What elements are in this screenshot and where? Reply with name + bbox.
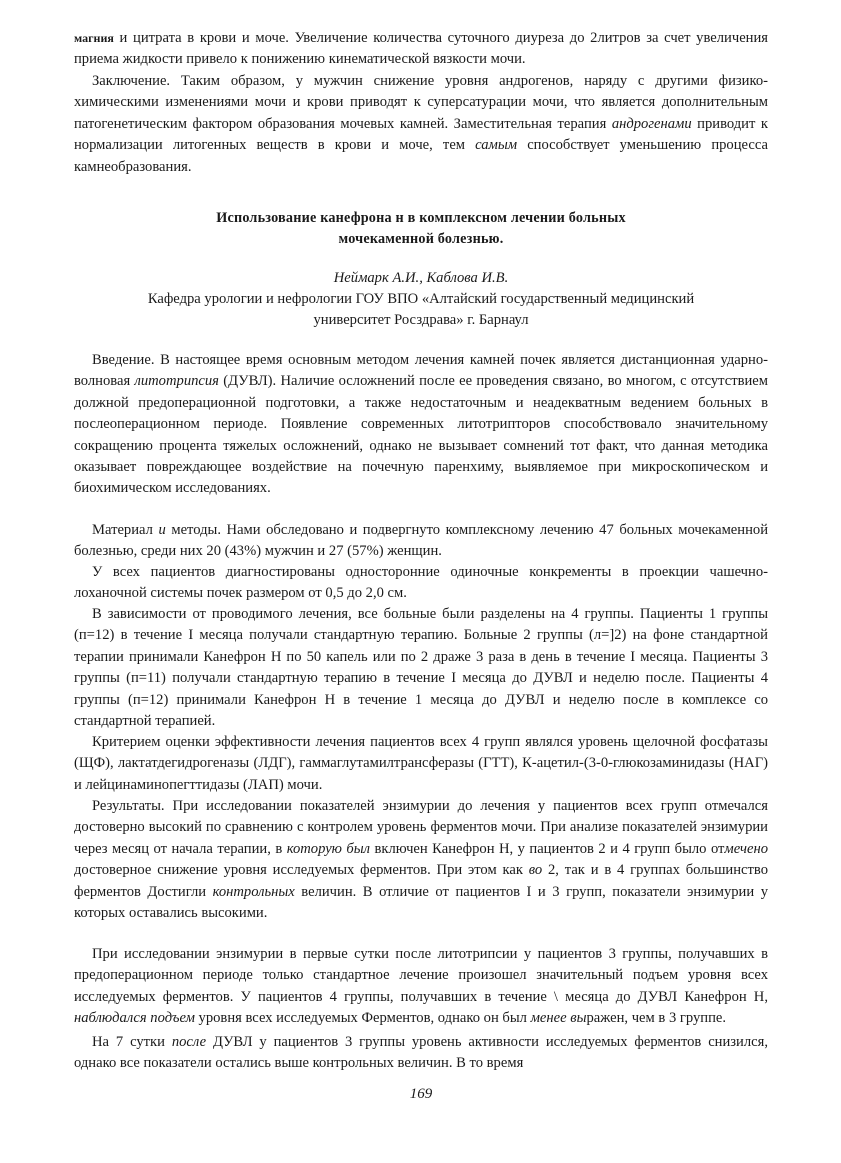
article-authors: Неймарк А.И., Каблова И.В.: [333, 270, 509, 286]
criteria-paragraph: Критерием оценки эффективности лечения пациентов всех 4 групп являлся уровень щелочной фосфатазы (ЩФ), лактатдегидрогеназы (ЛДГ), гаммаглутамилтрансферазы (ГТТ), К-ацетил-(3-0-глюкозаминидазы (НАГ) и лейцинаминопегттидазы (ЛАП) мочи.: [74, 734, 768, 793]
day7-paragraph: На 7 сутки после ДУВЛ у пациентов 3 группы уровень активности исследуемых ферментов снизился, однако все показатели остались выше контрольных величин. В то время: [74, 1034, 768, 1072]
article-affiliation: Кафедра урологии и нефрологии ГОУ ВПО «Алтайский государственный медицинский университет Росздрава» г. Барнаул: [147, 291, 695, 329]
page-number: 169: [409, 1086, 433, 1102]
results-paragraph: Результаты. При исследовании показателей энзимурии до лечения у пациентов всех групп отмечался достоверно высокий по сравнению с контролем уровень ферментов мочи. При анализе показателей энзимурии через месяц от начала терапии, в которую был включен Канефрон Н, у пациентов 2 и 4 групп было отмечено достоверное снижение уровня исследуемых ферментов. При этом как во 2, так и в 4 группах большинство ферментов Достигли контрольных величин. В отличие от пациентов I и 3 групп, показатели энзимурии у которых оставались высокими.: [74, 798, 768, 922]
prev-article-paragraph-1: магния и цитрата в крови и моче. Увеличение количества суточного диуреза до 2литров за счет увеличения приема жидкости привело к понижению кинематической вязкости мочи.: [74, 30, 768, 68]
methods-paragraph: Материал и методы. Нами обследовано и подвергнуто комплексному лечению 47 больных мочекаменной болезнью, среди них 20 (43%) мужчин и 27 (57%) женщин.: [74, 522, 769, 560]
article-title: Использование канефрона н в комплексном лечении больных мочекаменной болезнью.: [216, 210, 626, 247]
patients-paragraph: У всех пациентов диагностированы односторонние одиночные конкременты в проекции чашечно-лоханочной системы почек размером от 0,5 до 2,0 см.: [74, 564, 768, 602]
bold-term: магния: [74, 31, 114, 45]
first-day-paragraph: При исследовании энзимурии в первые сутки после литотрипсии у пациентов 3 группы, получавших в предоперационном периоде только стандартное лечение произошел значительный подъем уровня всех исследуемых ферментов. У пациентов 4 группы, получавших в течение \ месяца до ДУВЛ Канефрон Н, наблюдался подъем уровня всех исследуемых Ферментов, однако он был менее выражен, чем в 3 группе.: [74, 946, 768, 1027]
groups-paragraph: В зависимости от проводимого лечения, все больные были разделены на 4 группы. Пациенты 1 группы (п=12) в течение I месяца получали стандартную терапию. Больные 2 группы (л=]2) на фоне стандартной терапии принимали Канефрон Н по 50 капель или по 2 драже 3 раза в день в течение I месяца. Пациенты 3 группы (п=11) получали стандартную терапию в течение I месяца до ДУВЛ и неделю после. Пациенты 4 группы (п=12) принимали Канефрон Н в течение 1 месяца до ДУВЛ и неделю после в комплексе со стандартной терапией.: [74, 606, 768, 730]
prev-article-conclusion: Заключение. Таким образом, у мужчин снижение уровня андрогенов, наряду с другими физико-химическими изменениями мочи и крови приводят к суперсатурации мочи, что является дополнительным патогенетическим фактором образования мочевых камней. Заместительная терапия андрогенами приводит к нормализации литогенных веществ в крови и моче, тем самым способствует уменьшению процесса камнеобразования.: [74, 73, 768, 175]
introduction-paragraph: Введение. В настоящее время основным методом лечения камней почек является дистанционная ударно-волновая литотрипсия (ДУВЛ). Наличие осложнений после ее проведения связано, во многом, с отсутствием должной предоперационной подготовки, а также недостаточным и неадекватным ведением больных в послеоперационном периоде. Появление современных литотрипторов способствовало значительному сокращению процента тяжелых осложнений, однако не вызывает сомнений тот факт, что данная методика оказывает повреждающее воздействие на почечную паренхиму, выявляемое при микроскопическом и биохимическом исследованиях.: [74, 352, 768, 497]
